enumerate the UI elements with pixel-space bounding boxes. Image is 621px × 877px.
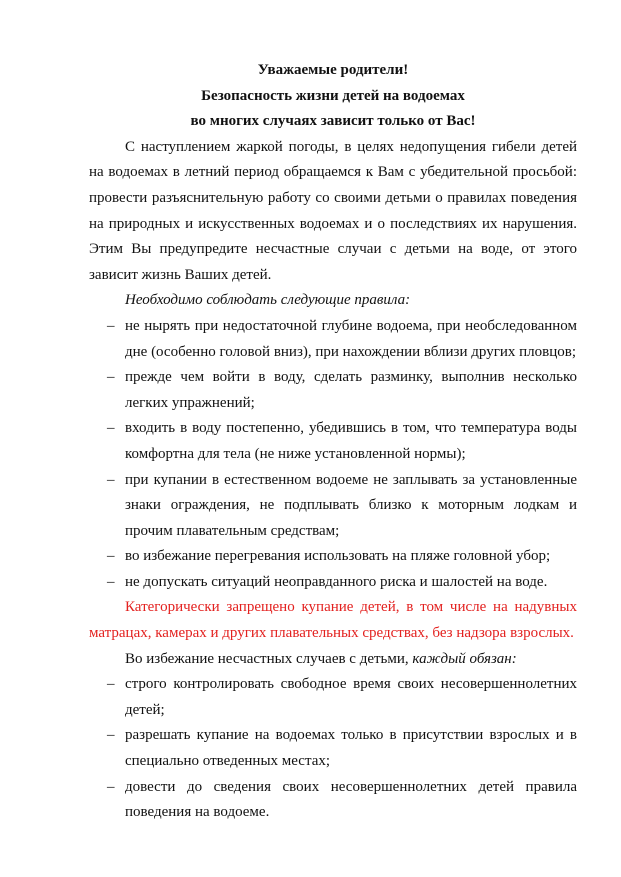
list-item bbox=[89, 672, 577, 723]
rule-text: при купании в естественном водоеме не заплывать за установленные знаки ограждения, не подплывать близко к моторным лодкам и прочим плавательным средствам; bbox=[125, 471, 577, 539]
title-line-3: во многих случаях зависит только от Вас! bbox=[190, 113, 476, 130]
warning-paragraph: Категорически запрещено купание детей, в том числе на надувных матрацах, камерах и других плавательных средствах, без надзора взрослых. bbox=[89, 599, 577, 642]
dash-bullet: – bbox=[107, 573, 115, 590]
dash-bullet: – bbox=[107, 369, 115, 386]
duties-list bbox=[89, 672, 577, 826]
dash-bullet: – bbox=[107, 420, 115, 437]
dash-bullet: – bbox=[107, 727, 115, 744]
duty-item-text: разрешать купание на водоемах только в присутствии взрослых и в специально отведенных местах; bbox=[125, 727, 577, 770]
rule-text: не нырять при недостаточной глубине водоема, при необследованном дне (особенно головой вниз), при нахождении вблизи других пловцов; bbox=[125, 317, 577, 360]
list-item bbox=[89, 365, 577, 416]
rules-list bbox=[89, 314, 577, 596]
list-item bbox=[89, 570, 577, 596]
document-page bbox=[89, 58, 577, 826]
duty-emphasis: каждый обязан: bbox=[412, 650, 517, 667]
list-item bbox=[89, 468, 577, 545]
list-item bbox=[89, 544, 577, 570]
duty-item-text: строго контролировать свободное время своих несовершеннолетних детей; bbox=[125, 676, 577, 718]
duty-item-text: довести до сведения своих несовершеннолетних детей правила поведения на водоеме. bbox=[125, 778, 577, 821]
list-item bbox=[89, 314, 577, 365]
rule-text: прежде чем войти в воду, сделать разминку, выполнив несколько легких упражнений; bbox=[125, 369, 577, 411]
dash-bullet: – bbox=[107, 676, 115, 693]
dash-bullet: – bbox=[107, 317, 115, 334]
dash-bullet: – bbox=[107, 778, 115, 795]
list-item bbox=[89, 416, 577, 467]
title-line-1: Уважаемые родители! bbox=[257, 62, 409, 78]
list-item bbox=[89, 723, 577, 774]
dash-bullet: – bbox=[107, 548, 115, 565]
rule-text: во избежание перегревания использовать на пляже головной убор; bbox=[125, 548, 551, 565]
duty-paragraph bbox=[89, 647, 577, 673]
rule-text: не допускать ситуаций неоправданного риска и шалостей на воде. bbox=[125, 573, 548, 590]
rule-text: входить в воду постепенно, убедившись в том, что температура воды комфортна для тела (не ниже установленной нормы); bbox=[125, 420, 577, 462]
list-item bbox=[89, 775, 577, 826]
duty-text: Во избежание несчастных случаев с детьми, bbox=[125, 650, 413, 667]
intro-paragraph: С наступлением жаркой погоды, в целях недопущения гибели детей на водоемах в летний период обращаемся к Вам с убедительной просьбой: провести разъяснительную работу со своими детьми о правилах поведения на природных и искусственных водоемах и о последствиях их нарушения. Этим Вы предупредите несчастные случаи с детьми на воде, от этого зависит жизнь Ваших детей. bbox=[89, 138, 577, 283]
dash-bullet: – bbox=[107, 471, 115, 488]
title-line-2: Безопасность жизни детей на водоемах bbox=[201, 87, 465, 104]
rules-heading: Необходимо соблюдать следующие правила: bbox=[125, 292, 411, 309]
